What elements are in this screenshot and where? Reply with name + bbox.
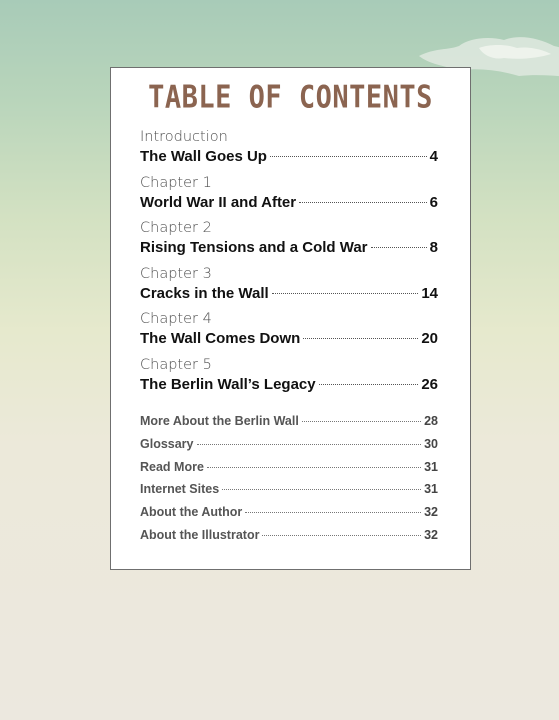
- entry-page: 4: [429, 148, 438, 165]
- entry-page: 30: [424, 436, 438, 451]
- toc-entry-more-about[interactable]: [140, 414, 438, 437]
- leader-dots: [303, 338, 418, 339]
- entry-page: 8: [429, 239, 438, 256]
- entry-title: More About the Berlin Wall: [140, 414, 299, 428]
- leader-dots: [302, 421, 421, 422]
- entry-page: 32: [424, 527, 438, 542]
- leader-dots: [245, 512, 421, 513]
- toc-entry-chapter-1[interactable]: [140, 175, 438, 221]
- leader-dots: [299, 202, 427, 203]
- toc-entry-internet-sites[interactable]: [140, 482, 438, 505]
- entry-title: World War II and After: [140, 193, 297, 211]
- entry-page: 32: [424, 505, 438, 520]
- entry-title: The Wall Comes Down: [140, 330, 301, 347]
- entry-label: Chapter 2: [140, 220, 212, 236]
- toc-title: TABLE OF CONTENTS: [148, 79, 433, 116]
- entry-label: Chapter 4: [140, 311, 212, 327]
- toc-entry-chapter-3[interactable]: [140, 266, 438, 312]
- entry-label: Chapter 5: [140, 356, 212, 373]
- entry-page: 6: [429, 193, 438, 211]
- chapter-list: [140, 129, 438, 402]
- toc-entry-chapter-4[interactable]: [140, 311, 438, 357]
- leader-dots: [270, 156, 427, 157]
- toc-entry-about-illustrator[interactable]: [140, 528, 438, 551]
- entry-title: The Wall Goes Up: [140, 148, 267, 165]
- toc-entry-introduction[interactable]: [140, 129, 438, 175]
- toc-entry-chapter-5[interactable]: [140, 357, 438, 403]
- leader-dots: [207, 467, 421, 468]
- entry-page: 31: [424, 459, 438, 474]
- toc-entry-chapter-2[interactable]: [140, 220, 438, 266]
- leader-dots: [222, 489, 421, 490]
- back-matter-list: [140, 414, 438, 551]
- entry-page: 28: [424, 414, 438, 428]
- entry-title: Rising Tensions and a Cold War: [140, 239, 368, 256]
- leader-dots: [197, 444, 422, 445]
- toc-entry-about-author[interactable]: [140, 505, 438, 528]
- toc-entry-read-more[interactable]: [140, 460, 438, 483]
- toc-entry-glossary[interactable]: [140, 437, 438, 460]
- entry-title: Cracks in the Wall: [140, 284, 269, 302]
- entry-label: Chapter 3: [140, 265, 212, 282]
- leader-dots: [262, 535, 421, 536]
- entry-page: 26: [421, 375, 438, 393]
- leader-dots: [272, 293, 419, 294]
- entry-label: Introduction: [140, 129, 228, 145]
- entry-title: About the Illustrator: [140, 527, 260, 542]
- table-of-contents-card: [110, 67, 471, 570]
- entry-label: Chapter 1: [140, 174, 212, 191]
- entry-title: Internet Sites: [140, 482, 220, 497]
- entry-page: 31: [424, 482, 438, 497]
- entry-title: Glossary: [140, 436, 194, 451]
- leader-dots: [319, 384, 419, 385]
- entry-title: Read More: [140, 459, 204, 474]
- leader-dots: [371, 247, 427, 248]
- entry-page: 14: [421, 284, 438, 302]
- entry-title: About the Author: [140, 505, 243, 520]
- entry-page: 20: [421, 330, 438, 347]
- entry-title: The Berlin Wall’s Legacy: [140, 375, 316, 393]
